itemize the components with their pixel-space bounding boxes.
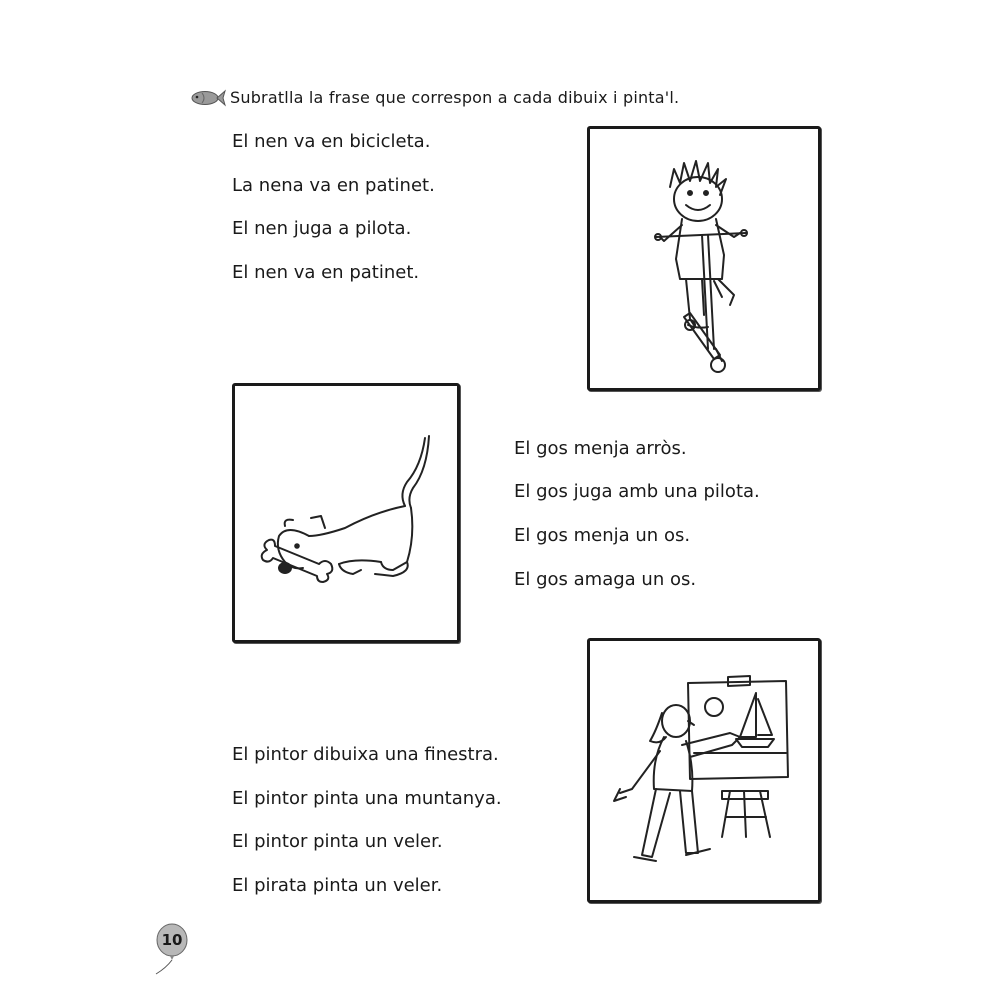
sentence-2-1[interactable]: El gos menja arròs. — [514, 438, 687, 459]
sentence-1-3[interactable]: El nen juga a pilota. — [232, 218, 412, 239]
sentence-3-3[interactable]: El pintor pinta un veler. — [232, 831, 443, 852]
painter-easel-frame — [587, 638, 821, 903]
sentence-2-2[interactable]: El gos juga amb una pilota. — [514, 481, 760, 502]
dog-bone-frame — [232, 383, 460, 643]
sentence-3-4[interactable]: El pirata pinta un veler. — [232, 875, 443, 896]
sentence-2-3[interactable]: El gos menja un os. — [514, 525, 691, 546]
painter-easel-drawing — [590, 641, 818, 900]
page-number: 10 — [161, 931, 183, 949]
sentence-1-2[interactable]: La nena va en patinet. — [232, 175, 435, 196]
sentence-2-4[interactable]: El gos amaga un os. — [514, 569, 697, 590]
instruction-text: Subratlla la frase que correspon a cada dibuix i pinta'l. — [230, 88, 680, 107]
sentence-1-1[interactable]: El nen va en bicicleta. — [232, 131, 431, 152]
sentence-3-1[interactable]: El pintor dibuixa una finestra. — [232, 744, 499, 765]
boy-scooter-frame — [587, 126, 821, 391]
sentence-1-4[interactable]: El nen va en patinet. — [232, 262, 420, 283]
fish-icon — [188, 89, 226, 107]
dog-bone-drawing — [235, 386, 457, 640]
page-number-balloon — [150, 922, 194, 982]
sentence-3-2[interactable]: El pintor pinta una muntanya. — [232, 788, 502, 809]
boy-scooter-drawing — [590, 129, 818, 388]
instruction — [188, 88, 679, 107]
